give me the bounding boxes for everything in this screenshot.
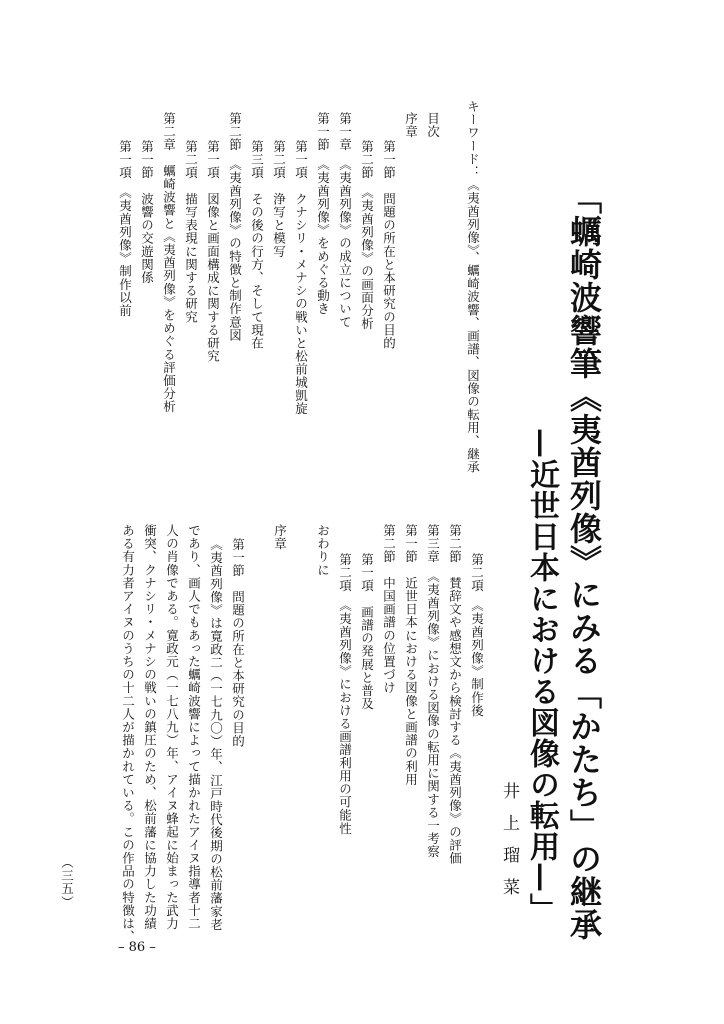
toc-item: 第二項 描写表現に関する研究 [183, 140, 199, 324]
toc-item: 第三項 その後の行方、そして現在 [249, 140, 265, 350]
toc-item: 第一節 問題の所在と本研究の目的 [381, 140, 397, 350]
toc-item: 第二項 《夷酋列像》制作後 [469, 553, 485, 718]
toc-item: 第二節 賛辞文や感想文から検討する《夷酋列像》の評価 [447, 524, 463, 865]
body-line: 衝突、クナシリ・メナシの戦いの鎮圧のため、松前藩に協力した功績 [142, 524, 158, 931]
toc-item: 第一章 《夷酋列像》の成立について [337, 112, 353, 329]
toc-item: 第二節 《夷酋列像》の特徴と制作意図 [227, 112, 243, 342]
toc-item: 第一項 《夷酋列像》制作以前 [117, 140, 133, 318]
section-heading: 序章 [272, 524, 288, 551]
toc-item: 第二節 中国画譜の位置づけ [381, 524, 397, 695]
page-number: – 86 – [118, 940, 156, 955]
side-page-number: （三五） [59, 856, 75, 909]
toc-item: 第二章 蠣崎波響と《夷酋列像》をめぐる評価分析 [161, 112, 177, 414]
subsection-heading: 第一節 問題の所在と本研究の目的 [230, 538, 246, 748]
toc-item: おわりに [315, 524, 331, 577]
toc-item: 序章 [403, 112, 419, 139]
paper-title: 「蠣崎波響筆《夷酋列像》にみる「かたち」の継承 [565, 182, 603, 941]
toc-item: 第一項 クナシリ・メナシの戦いと松前城凱旋 [293, 140, 309, 416]
body-line: ある有力者アイヌのうちの十二人が描かれている。この作品の特徴は、 [120, 524, 136, 944]
toc-item: 第一節 波響の交遊関係 [139, 140, 155, 285]
toc-item: 第一項 図像と画面構成に関する研究 [205, 140, 221, 363]
body-line: 《夷酋列像》は寛政二（一七九〇）年、江戸時代後期の松前藩家老 [208, 538, 224, 931]
toc-item: 第二項 浄写と模写 [271, 140, 287, 258]
body-line: であり、画人でもあった蠣崎波響によって描かれたアイヌ指導者十二 [186, 524, 202, 931]
toc-item: 第二項 《夷酋列像》における画譜利用の可能性 [337, 553, 353, 835]
toc-title: 目次 [425, 112, 441, 139]
keywords: キーワード：《夷酋列像》、蠣崎波響、画譜、図像の転用、継承 [465, 100, 481, 474]
body-line: 人の肖像である。寛政元（一七八九）年、アイヌ蜂起に始まった武力 [164, 524, 180, 931]
toc-item: 第一節 近世日本における図像と画譜の利用 [403, 524, 419, 786]
toc-item: 第一項 画譜の発展と普及 [359, 553, 375, 711]
author-name: 井上瑠菜 [499, 782, 519, 910]
toc-item: 第二節 《夷酋列像》の画面分析 [359, 140, 375, 331]
toc-item: 第一節 《夷酋列像》をめぐる動き [315, 112, 331, 316]
paper-subtitle: —近世日本における図像の転用—」 [524, 428, 559, 924]
toc-item: 第三章 《夷酋列像》における図像の転用に関する一考察 [425, 524, 441, 859]
